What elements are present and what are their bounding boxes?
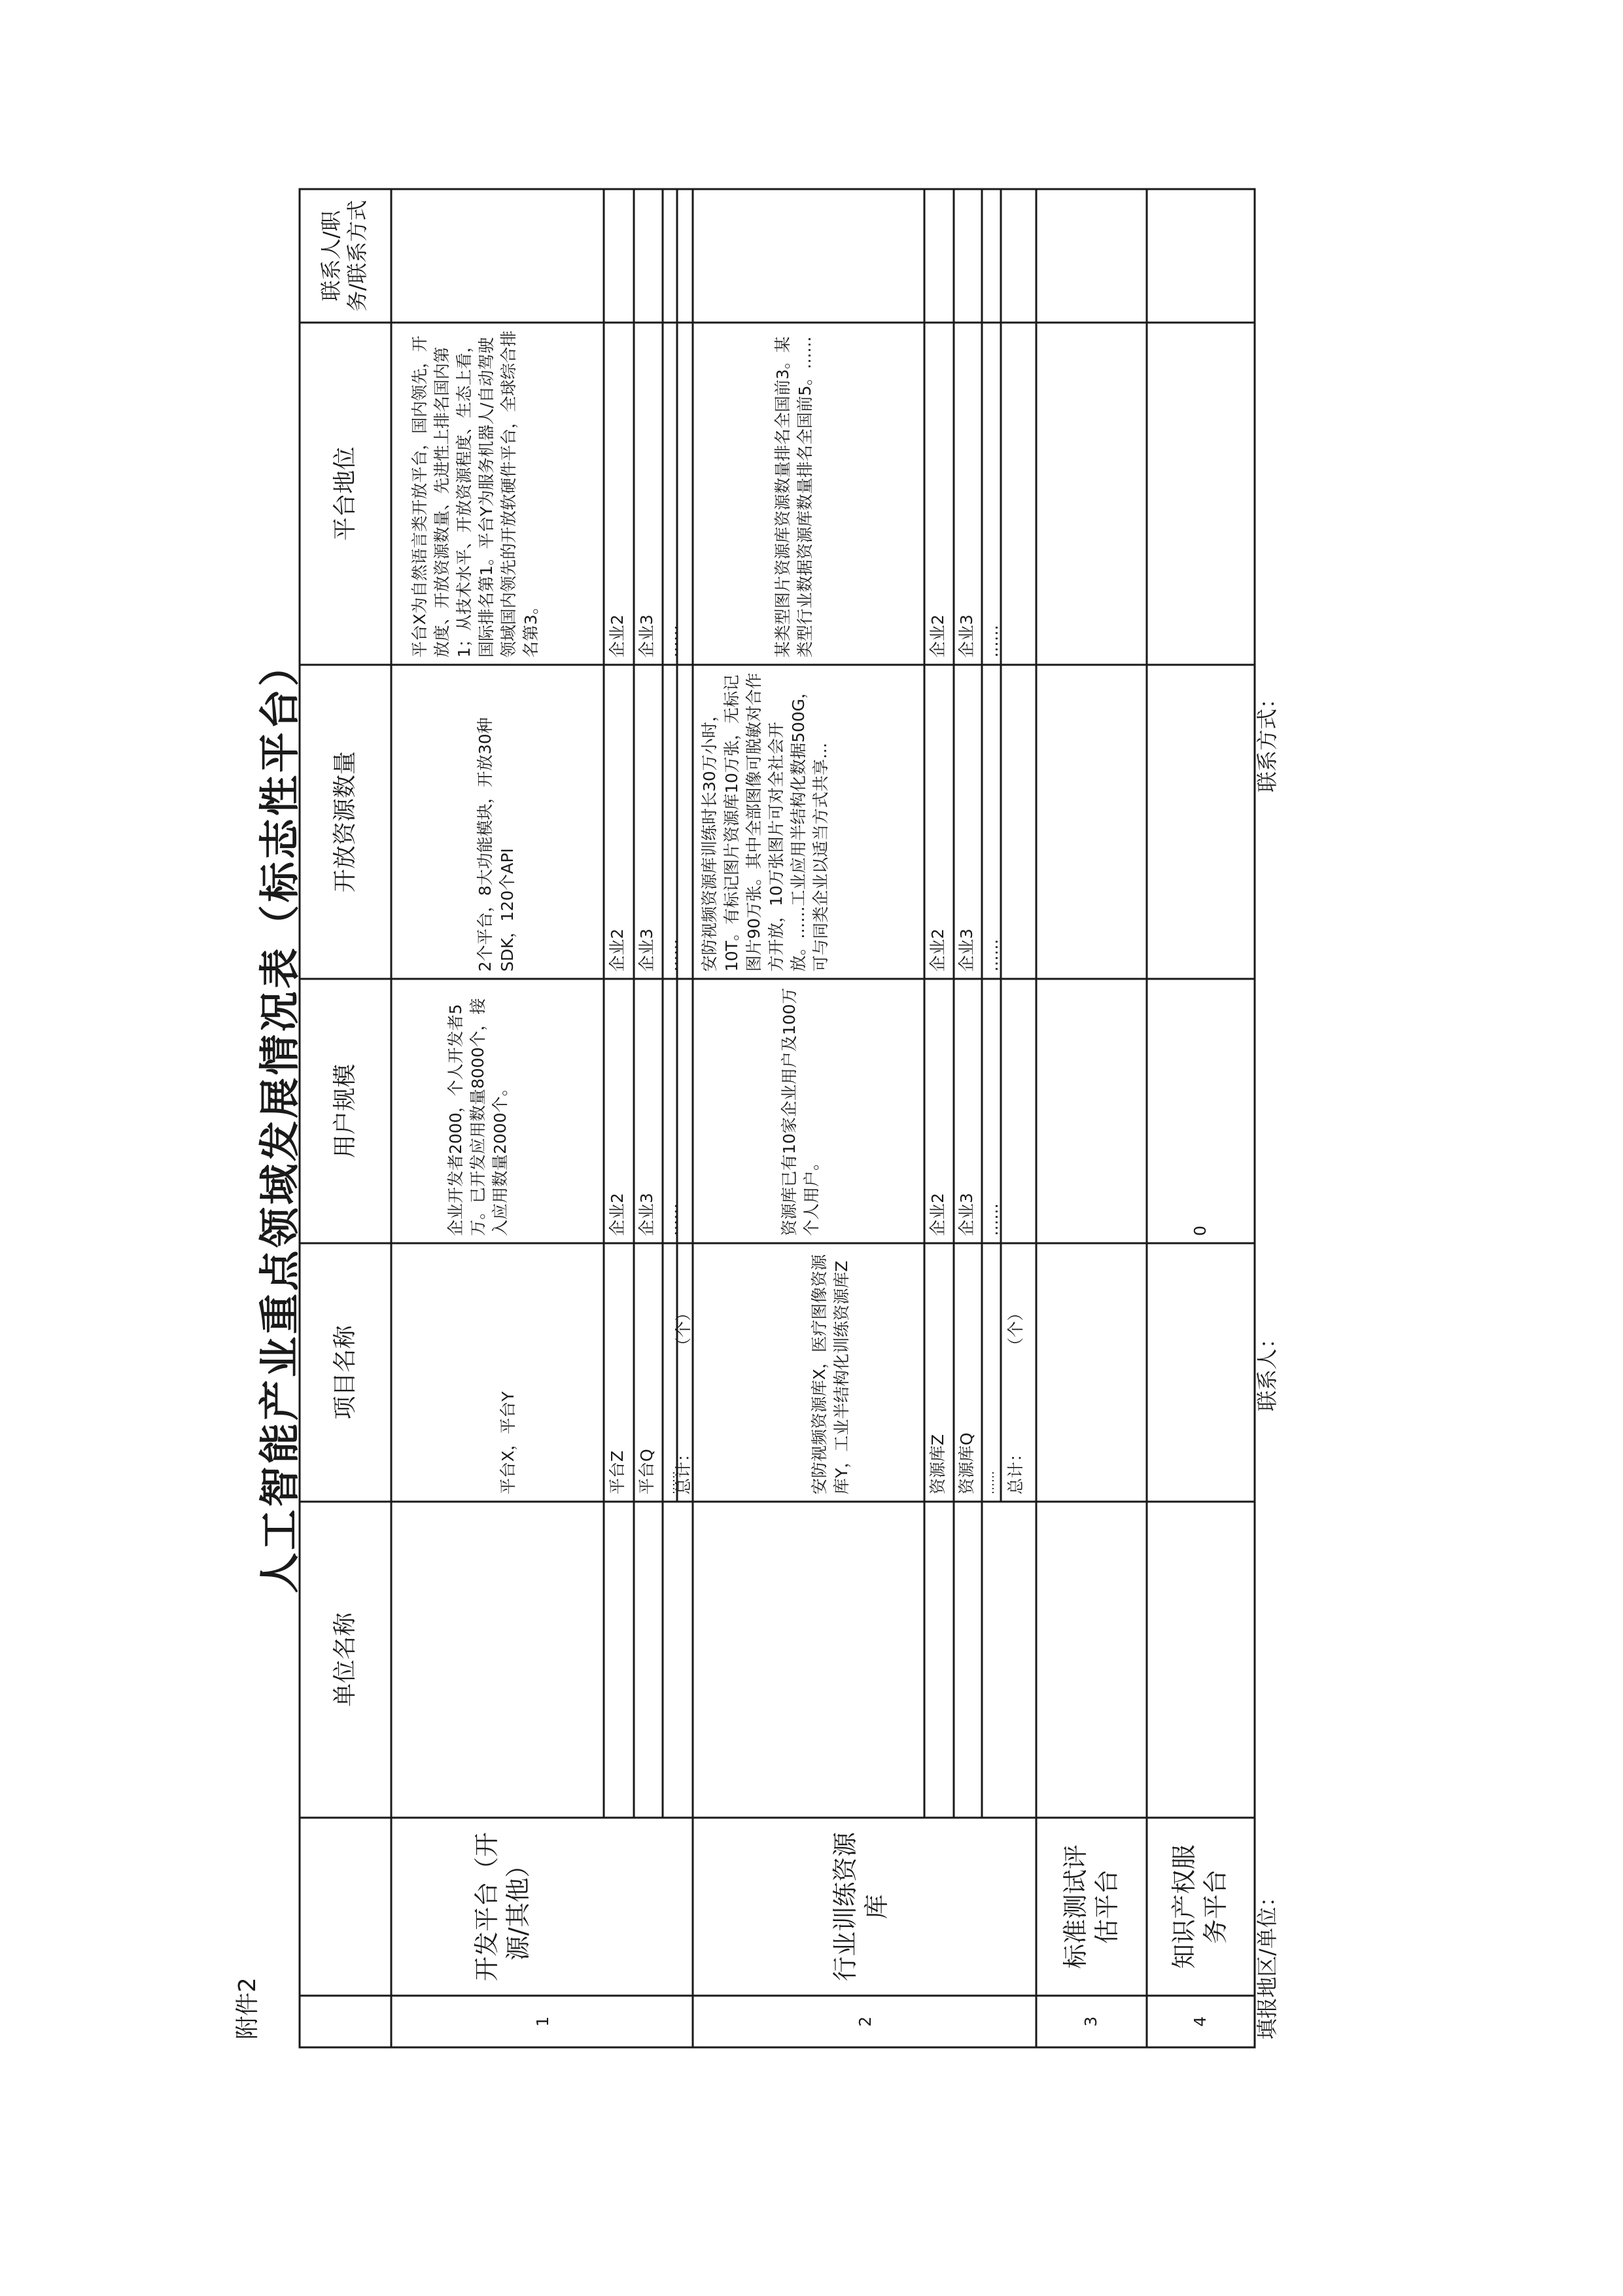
row-2-number: 2 bbox=[856, 2016, 875, 2027]
row-2-users-ent-more: …… bbox=[983, 1203, 1002, 1236]
row-2-users: 资源库已有10家企业用户及100万个人用户。 bbox=[780, 987, 821, 1236]
row-2-project: 安防视频资源库X，医疗图像资源库Y，工业半结构化训练资源库Z bbox=[810, 1254, 851, 1494]
col-platform-status: 平台地位 bbox=[332, 446, 358, 541]
row-1-total: 总计： bbox=[674, 1445, 693, 1494]
row-1-resources: 2个平台，8大功能模块，开放30种SDK，120个API bbox=[476, 717, 517, 972]
row-1-category: 开发平台（开源/其他） bbox=[472, 1832, 532, 1982]
row-1-project: 平台X，平台Y bbox=[498, 1391, 517, 1494]
row-2-status: 某类型图片资源库资源数量排名全国前3。某类型行业数据资源库数量排名全国前5。…… bbox=[773, 336, 814, 658]
document-title: 人工智能产业重点领域发展情况表（标志性平台） bbox=[256, 643, 304, 1594]
row-2-extra-project-2: 资源库Q bbox=[957, 1432, 976, 1494]
row-1-users-ent-2: 企业2 bbox=[608, 1193, 627, 1236]
row-2-total-unit: （个） bbox=[1006, 1304, 1025, 1354]
col-project-name: 项目名称 bbox=[332, 1325, 358, 1420]
row-4-category: 知识产权服务平台 bbox=[1170, 1845, 1230, 1969]
row-2-status-ent-more: …… bbox=[983, 625, 1002, 658]
row-2-resources-ent-2: 企业2 bbox=[928, 928, 947, 972]
col-unit-name: 单位名称 bbox=[332, 1612, 358, 1707]
row-1-extra-project-2: 平台Q bbox=[637, 1449, 656, 1494]
row-1-total-unit: （个） bbox=[674, 1304, 693, 1354]
row-3-number: 3 bbox=[1081, 2016, 1100, 2027]
row-2-total: 总计： bbox=[1006, 1445, 1025, 1494]
row-1-users: 企业开发者2000，个人开发者5万。已开发应用数量8000个，接入应用数量2000个。 bbox=[446, 998, 510, 1236]
row-2-extra-project-1: 资源库Z bbox=[928, 1434, 947, 1494]
row-2-resources-ent-3: 企业3 bbox=[957, 928, 976, 972]
attachment-label: 附件2 bbox=[234, 1977, 261, 2040]
row-2-extra-project-3: …… bbox=[983, 1471, 997, 1494]
row-2-users-ent-3: 企业3 bbox=[957, 1193, 976, 1236]
row-1-number: 1 bbox=[533, 2016, 552, 2027]
row-4-number: 4 bbox=[1191, 2016, 1210, 2027]
col-user-scale: 用户规模 bbox=[332, 1064, 358, 1159]
row-2-users-ent-2: 企业2 bbox=[928, 1193, 947, 1236]
row-2-resources: 安防视频资源库训练时长30万小时，10T。有标记图片资源库10万张，无标记图片90万张。其中全部图像可脱敏对合作方开放，10万张图片可对全社会开放。……工业应用半结构化数据500G，可与同类企业以适当方式共享… bbox=[700, 673, 830, 972]
row-2-resources-ent-more: …… bbox=[983, 939, 1002, 972]
footer-method: 联系方式： bbox=[1255, 687, 1280, 792]
row-1-users-ent-more: …… bbox=[662, 1203, 681, 1236]
row-1-resources-ent-3: 企业3 bbox=[637, 928, 656, 972]
row-2-status-ent-2: 企业2 bbox=[928, 614, 947, 658]
row-1-resources-ent-more: …… bbox=[662, 939, 681, 972]
row-2-status-ent-3: 企业3 bbox=[957, 614, 976, 658]
footer-contact: 联系人： bbox=[1255, 1327, 1280, 1411]
row-2-category: 行业训练资源库 bbox=[831, 1832, 891, 1982]
row-1-status-ent-more: …… bbox=[662, 625, 681, 658]
footer-region: 填报地区/单位： bbox=[1255, 1886, 1280, 2040]
row-1-status-ent-3: 企业3 bbox=[637, 614, 656, 658]
row-1-status-ent-2: 企业2 bbox=[608, 614, 627, 658]
row-3-category: 标准测试评估平台 bbox=[1061, 1845, 1121, 1969]
row-1-extra-project-3: …… bbox=[664, 1471, 678, 1494]
row-1-status: 平台X为自然语言类开放平台，国内领先，开放度、开放资源数量、先进性上排名国内第1；从技术水平、开放资源程度、生态上看，国际排名第1。平台Y为服务机器人/自动驾驶领域国内领先的开放软硬件平台，全球综合排名第3。 bbox=[410, 330, 540, 658]
row-4-users: 0 bbox=[1191, 1226, 1210, 1236]
col-open-resources: 开放资源数量 bbox=[332, 751, 358, 893]
row-1-extra-project-1: 平台Z bbox=[608, 1450, 627, 1494]
row-1-users-ent-3: 企业3 bbox=[637, 1193, 656, 1236]
row-1-resources-ent-2: 企业2 bbox=[608, 928, 627, 972]
col-contact: 联系人/职务/联系方式 bbox=[319, 200, 370, 312]
